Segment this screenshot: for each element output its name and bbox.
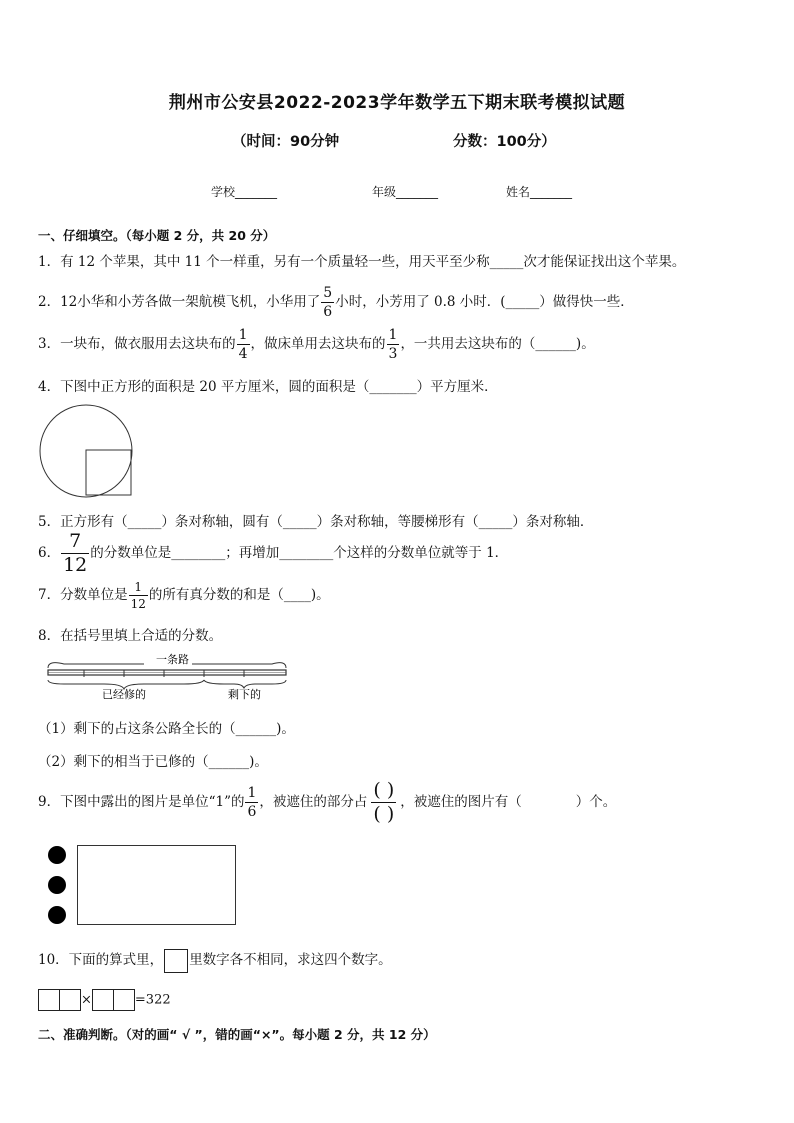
- q9-denominator: 6: [247, 804, 257, 820]
- digit-box-2[interactable]: [59, 989, 81, 1011]
- circle-square-figure: [38, 404, 138, 500]
- question-7: [38, 581, 330, 610]
- q9-fraction: [245, 786, 258, 819]
- question-10: [38, 948, 392, 973]
- q2-text-b: 小时，小芳用了 0.8 小时．(_____）做得快一些．: [335, 294, 634, 310]
- exam-time: （时间：90分钟: [232, 134, 340, 150]
- name-field: 姓名_______: [506, 185, 573, 199]
- q6-text-a: 6．: [38, 545, 61, 561]
- q3-fraction-2: [387, 328, 400, 361]
- q9-text-a: 9．下图中露出的图片是单位“1”的: [38, 794, 245, 810]
- done-label: 已经修的: [102, 688, 146, 701]
- q9-text-c: ，被遮住的图片有（ ）个。: [400, 794, 617, 810]
- q3-f2-denominator: 3: [388, 346, 398, 362]
- q2-fraction: [321, 286, 334, 319]
- digit-box-1[interactable]: [38, 989, 60, 1011]
- page-title: 荆州市公安县2022-2023学年数学五下期末联考模拟试题: [168, 93, 626, 113]
- question-4: 4．下图中正方形的面积是 20 平方厘米，圆的面积是（_______）平方厘米．: [38, 379, 498, 395]
- question-1: 1．有 12 个苹果，其中 11 个一样重，另有一个质量轻一些，用天平至少称_____次才能保证找出这个苹果。: [38, 254, 686, 270]
- question-8-part-2: （2）剩下的相当于已修的（______)。: [38, 754, 268, 770]
- q9-blank-fraction: [371, 781, 396, 824]
- q2-denominator: 6: [323, 304, 333, 320]
- q9-text-b: ，被遮住的部分占: [259, 794, 368, 810]
- digit-box-icon: [164, 949, 188, 973]
- q6-text-b: 的分数单位是________；再增加________个这样的分数单位就等于 1．: [90, 545, 509, 561]
- visible-dot-2: [48, 876, 66, 894]
- question-3: [38, 328, 595, 361]
- question-2: [38, 286, 634, 319]
- q7-text-b: 的所有真分数的和是（____)。: [148, 587, 330, 603]
- exam-score: 分数：100分）: [453, 134, 556, 150]
- q9-blank-denominator: ( ): [373, 803, 395, 825]
- section1-heading: 一、仔细填空。（每小题 2 分，共 20 分）: [38, 228, 276, 243]
- q10-text-b: 里数字各不相同，求这四个数字。: [189, 952, 392, 968]
- q6-denominator: 12: [63, 554, 88, 576]
- q3-text-c: ，一共用去这块布的（______)。: [400, 336, 595, 352]
- q7-text-a: 7．分数单位是: [38, 587, 128, 603]
- question-5: 5．正方形有（_____）条对称轴，圆有（_____）条对称轴，等腰梯形有（_____）条对称轴．: [38, 514, 594, 530]
- digit-box-4[interactable]: [113, 989, 135, 1011]
- q10-equation: [38, 989, 171, 1011]
- q2-numerator: 5: [323, 285, 333, 301]
- visible-dot-3: [48, 906, 66, 924]
- q7-fraction: [129, 581, 148, 610]
- q9-blank-numerator: ( ): [373, 779, 395, 801]
- q10-text-a: 10．下面的算式里，: [38, 952, 164, 968]
- question-9: [38, 781, 616, 824]
- q6-fraction: [61, 532, 89, 575]
- q3-text-a: 3．一块布，做衣服用去这块布的: [38, 336, 236, 352]
- q3-f2-numerator: 1: [388, 327, 398, 343]
- times-sign: ×: [81, 992, 92, 1008]
- q7-denominator: 12: [130, 597, 146, 611]
- square-shape: [86, 450, 131, 495]
- visible-dot-1: [48, 846, 66, 864]
- q2-text-a: 2．12小华和小芳各做一架航模飞机，小华用了: [38, 294, 321, 310]
- question-6: [38, 532, 508, 575]
- q9-numerator: 1: [247, 785, 257, 801]
- q3-f1-denominator: 4: [238, 346, 248, 362]
- section2-heading: 二、准确判断。（对的画“ √ ”，错的画“×”。每小题 2 分，共 12 分）: [38, 1027, 436, 1042]
- question-8: 8．在括号里填上合适的分数。: [38, 628, 223, 644]
- q3-text-b: ，做床单用去这块布的: [250, 336, 386, 352]
- remaining-brace: [204, 680, 286, 688]
- digit-box-3[interactable]: [92, 989, 114, 1011]
- q6-numerator: 7: [69, 530, 82, 552]
- cover-rectangle: [77, 845, 236, 925]
- road-label: 一条路: [156, 653, 189, 666]
- q3-fraction-1: [237, 328, 250, 361]
- question-8-part-1: （1）剩下的占这条公路全长的（______)。: [38, 721, 295, 737]
- q7-numerator: 1: [134, 580, 143, 594]
- grade-field: 年级_______: [372, 185, 439, 199]
- equation-result: =322: [134, 992, 171, 1008]
- road-diagram: [44, 650, 294, 702]
- remaining-label: 剩下的: [228, 688, 261, 701]
- school-field: 学校_______: [211, 185, 278, 199]
- q3-f1-numerator: 1: [238, 327, 248, 343]
